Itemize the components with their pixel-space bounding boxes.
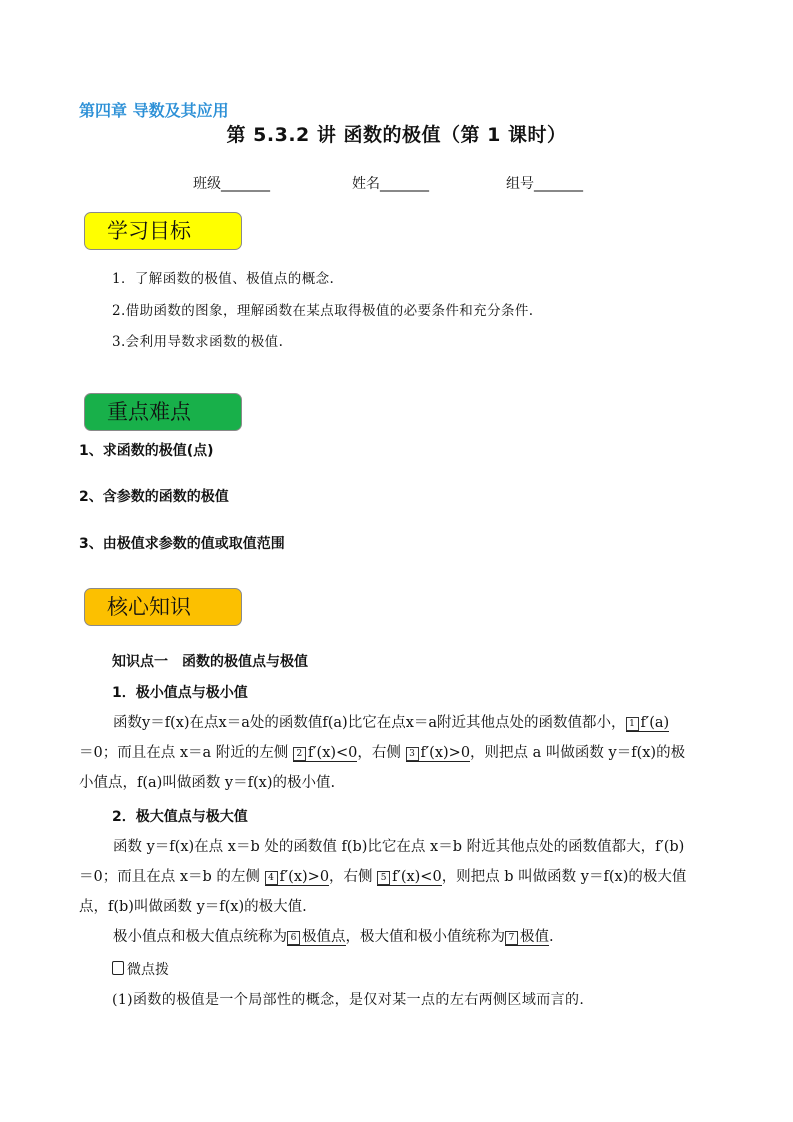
text: ，则把点 b 叫做函数 y＝f(x)的极大值 [441, 869, 687, 885]
blank-number: 5 [377, 871, 390, 885]
answer-blank [287, 929, 346, 946]
answer-blank [406, 745, 471, 762]
focus-item: 3、由极值求参数的值或取值范围 [79, 536, 285, 552]
blank-number: 3 [406, 747, 419, 761]
focus-item: 2、含参数的函数的极值 [79, 489, 229, 505]
text: 函数 y＝f(x)在点 x＝b 处的函数值 f(b)比它在点 x＝b 附近其他点处的函数值都大，f′(b) [113, 839, 685, 855]
text: ，极大值和极小值统称为 [345, 929, 505, 945]
text: ，则把点 a 叫做函数 y＝f(x)的极 [470, 745, 686, 761]
text: ＝0；而且在点 x＝a 附近的左侧 [79, 745, 293, 761]
answer-blank [505, 929, 549, 946]
name-field: 姓名_______ [352, 176, 429, 192]
blank-number: 1 [626, 717, 639, 731]
text: 小值点，f(a)叫做函数 y＝f(x)的极小值. [79, 775, 336, 791]
blank-number: 2 [293, 747, 306, 761]
text: . [549, 929, 554, 945]
note-item: (1)函数的极值是一个局部性的概念，是仅对某一点的左右两侧区域而言的. [112, 992, 585, 1008]
section-core-knowledge: 核心知识 [84, 588, 242, 626]
answer-blank [293, 745, 358, 762]
blank-text: f′(x)>0 [420, 745, 471, 761]
subsection-title-maximum: 2．极大值点与极大值 [112, 809, 248, 825]
text: 极小值点和极大值点统称为 [113, 929, 287, 945]
blank-text: f′(a) [640, 715, 670, 731]
blank-text: f′(x)>0 [279, 869, 330, 885]
goal-item: 2.借助函数的图象，理解函数在某点取得极值的必要条件和充分条件. [112, 303, 534, 319]
section-learning-goals: 学习目标 [84, 212, 242, 250]
goal-item: 3.会利用导数求函数的极值. [112, 334, 284, 350]
paragraph-maximum [79, 832, 719, 952]
tip-label: 微点拨 [127, 962, 169, 978]
blank-text: f′(x)<0 [307, 745, 358, 761]
group-field: 组号_______ [506, 176, 583, 192]
paragraph-minimum [79, 708, 719, 798]
blank-text: 极值 [520, 929, 549, 945]
blank-number: 7 [505, 931, 518, 945]
blank-number: 6 [287, 931, 300, 945]
blank-text: 极值点 [302, 929, 346, 945]
answer-blank [265, 869, 330, 886]
text: ，右侧 [329, 869, 378, 885]
blank-number: 4 [265, 871, 278, 885]
goal-item: 1．了解函数的极值、极值点的概念. [112, 271, 335, 287]
tip-heading [112, 959, 169, 979]
blank-text: f′(x)<0 [392, 869, 442, 885]
text: 函数y＝f(x)在点x＝a处的函数值f(a)比它在点x＝a附近其他点处的函数值都小， [113, 715, 626, 731]
text: 点，f(b)叫做函数 y＝f(x)的极大值. [79, 899, 307, 915]
text: ，右侧 [357, 745, 406, 761]
focus-item: 1、求函数的极值(点) [79, 443, 214, 459]
hint-icon [112, 961, 124, 975]
section-focus-difficulties: 重点难点 [84, 393, 242, 431]
answer-blank [626, 715, 670, 732]
text: ＝0；而且在点 x＝b 的左侧 [79, 869, 265, 885]
subsection-title-minimum: 1．极小值点与极小值 [112, 685, 248, 701]
knowledge-point-title: 知识点一 函数的极值点与极值 [112, 654, 308, 670]
answer-blank [377, 869, 442, 886]
class-field: 班级_______ [193, 176, 270, 192]
page-title: 第 5.3.2 讲 函数的极值（第 1 课时） [226, 124, 567, 146]
chapter-heading: 第四章 导数及其应用 [79, 101, 229, 120]
